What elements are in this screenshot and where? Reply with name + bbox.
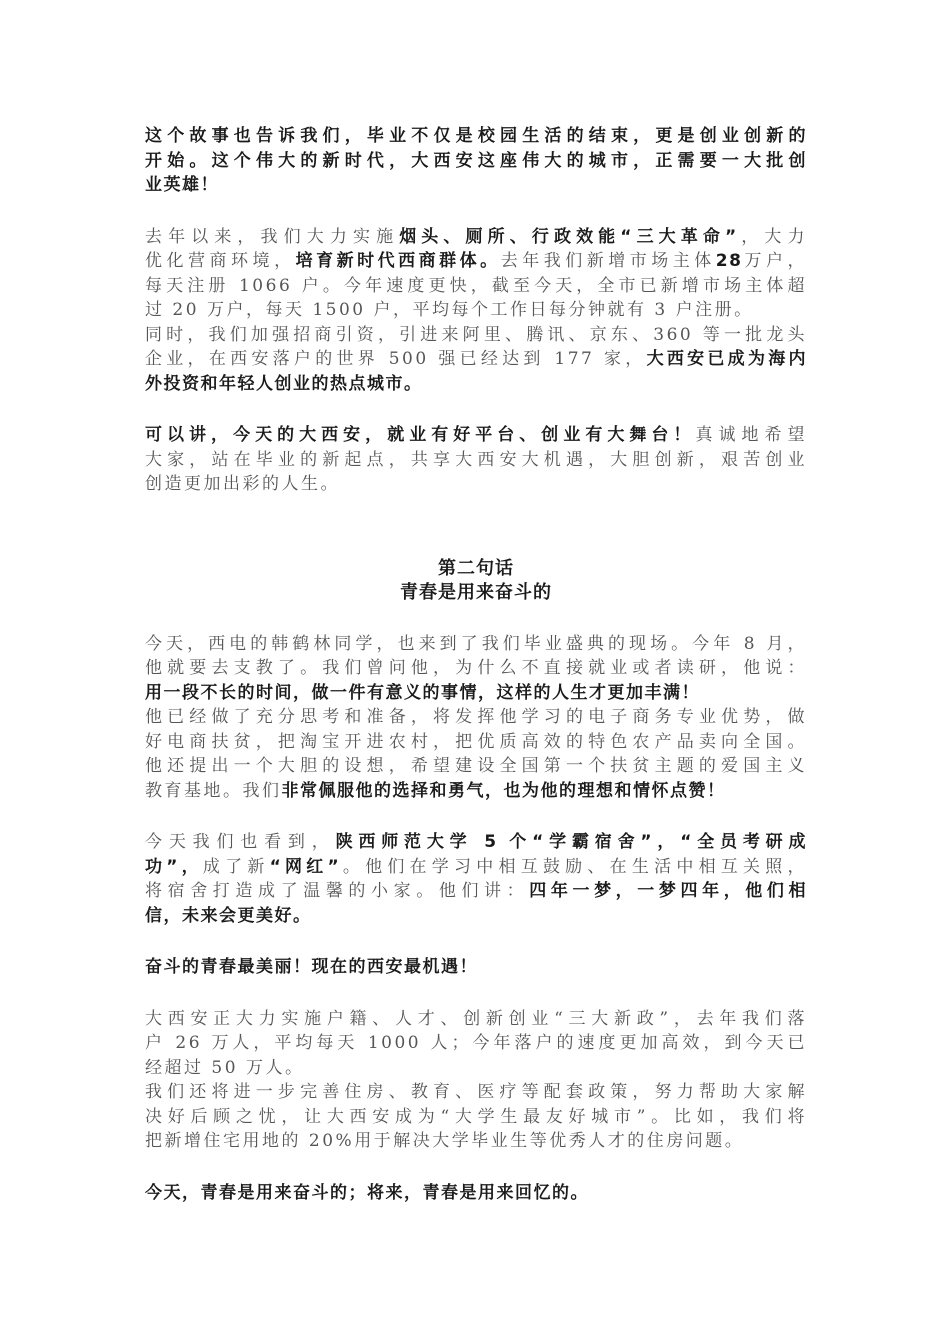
- text-line: 他就要去支教了。我们曾问他，为什么不直接就业或者读研，他说：: [145, 658, 807, 678]
- text-span-bold: 可以讲，今天的大西安，就业有好平台、创业有大舞台！: [145, 425, 696, 445]
- text-line: 业英雄！: [145, 175, 219, 195]
- text-line: 信，未来会更美好。: [145, 905, 312, 926]
- section-heading: [145, 557, 807, 605]
- text-line: 户 26 万人，平均每天 1000 人；今年落户的速度更加高效，到今天已: [145, 1033, 807, 1053]
- text-span: 教育基地。我们: [145, 780, 282, 801]
- text-span: 优化营商环境，: [145, 251, 296, 271]
- text-line: 他还提出一个大胆的设想，希望建设全国第一个扶贫主题的爱国主义: [145, 756, 807, 776]
- paragraph-volunteer-teaching: [145, 632, 807, 804]
- text-span-bold: 28: [715, 251, 743, 271]
- section-title: 第二句话: [438, 557, 514, 579]
- text-line: 同时，我们加强招商引资，引进来阿里、腾讯、京东、360 等一批龙头: [145, 324, 807, 345]
- text-line: 外投资和年轻人创业的热点城市。: [145, 373, 423, 394]
- text-span-bold: 非常佩服他的选择和勇气，也为他的理想和情怀点赞！: [281, 780, 726, 801]
- text-line: [145, 879, 807, 904]
- text-span: 万户，: [742, 251, 808, 271]
- text-span-bold: 四年一梦，一梦四年，他们相: [529, 881, 808, 901]
- text-line: 经超过 50 万人。: [145, 1057, 305, 1078]
- text-line: 把新增住宅用地的 20%用于解决大学毕业生等优秀人才的住房问题。: [145, 1131, 745, 1151]
- text-line: 好电商扶贫，把淘宝开进农村，把优质高效的特色农产品卖向全国。: [145, 731, 807, 752]
- section-subtitle: 青春是用来奋斗的: [400, 581, 552, 603]
- text-line: [145, 855, 807, 880]
- text-span: 今天我们也看到，: [145, 832, 336, 852]
- text-span: 去年以来，我们大力实施: [145, 226, 400, 247]
- text-span-bold: 培育新时代西商群体。: [295, 251, 501, 271]
- text-line: 我们还将进一步完善住房、教育、医疗等配套政策，努力帮助大家解: [145, 1082, 807, 1102]
- text-span: 将宿舍打造成了温馨的小家。他们讲：: [145, 881, 530, 901]
- text-span-bold: 烟头、厕所、行政效能“三大革命”: [399, 226, 738, 247]
- text-line: 大家，站在毕业的新起点，共享大西安大机遇，大胆创新，艰苦创业: [145, 449, 807, 470]
- text-line: 创造更加出彩的人生。: [145, 474, 340, 494]
- paragraph-dormitory: [145, 830, 807, 928]
- paragraph-entrepreneurship-story: [145, 124, 807, 198]
- text-line: [145, 779, 807, 804]
- text-span-bold: 功”，: [145, 856, 203, 877]
- text-line: 用一段不长的时间，做一件有意义的事情，这样的人生才更加丰满！: [145, 682, 700, 703]
- text-line: [145, 830, 807, 855]
- text-line: 过 20 万户，每天 1500 户，平均每个工作日每分钟就有 3 户注册。: [145, 300, 754, 320]
- text-line: 大西安正大力实施户籍、人才、创新创业“三大新政”，去年我们落: [145, 1008, 807, 1029]
- paragraph-youth-slogan: [145, 955, 807, 980]
- text-span: 成了新: [202, 856, 270, 877]
- text-line: [145, 249, 807, 274]
- text-line: [145, 347, 807, 372]
- text-span-bold: “网红”: [269, 856, 341, 877]
- paragraph-closing: [145, 1181, 807, 1206]
- text-line: 今天，青春是用来奋斗的；将来，青春是用来回忆的。: [145, 1182, 589, 1203]
- paragraph-business-environment: [145, 225, 807, 397]
- text-line: 决好后顾之忧，让大西安成为“大学生最友好城市”。比如，我们将: [145, 1106, 807, 1127]
- text-line: 开始。这个伟大的新时代，大西安这座伟大的城市，正需要一大批创: [145, 150, 807, 171]
- text-line: 每天注册 1066 户。今年速度更快，截至今天，全市已新增市场主体超: [145, 275, 807, 296]
- text-span-bold: 大西安已成为海内: [646, 349, 808, 369]
- text-line: 奋斗的青春最美丽！现在的西安最机遇！: [145, 957, 478, 977]
- text-line: [145, 225, 807, 250]
- text-line: 今天，西电的韩鹤林同学，也来到了我们毕业盛典的现场。今年 8 月，: [145, 633, 807, 654]
- text-line: 他已经做了充分思考和准备，将发挥他学习的电子商务专业优势，做: [145, 707, 807, 727]
- text-span: 去年我们新增市场主体: [500, 251, 716, 271]
- text-span: 真诚地希望: [695, 425, 808, 445]
- paragraph-platform: [145, 423, 807, 497]
- text-span: 。他们在学习中相互鼓励、在生活中相互关照，: [340, 856, 807, 877]
- text-span: 企业，在西安落户的世界 500 强已经达到 177 家，: [145, 349, 647, 369]
- text-line: 这个故事也告诉我们，毕业不仅是校园生活的结束，更是创业创新的: [145, 126, 807, 146]
- text-span: ，大力: [737, 226, 808, 247]
- text-line: [145, 423, 807, 448]
- text-span-bold: 陕西师范大学 5 个“学霸宿舍”，“全员考研成: [335, 832, 808, 852]
- document-page: [145, 124, 807, 1205]
- paragraph-new-policies: [145, 1007, 807, 1154]
